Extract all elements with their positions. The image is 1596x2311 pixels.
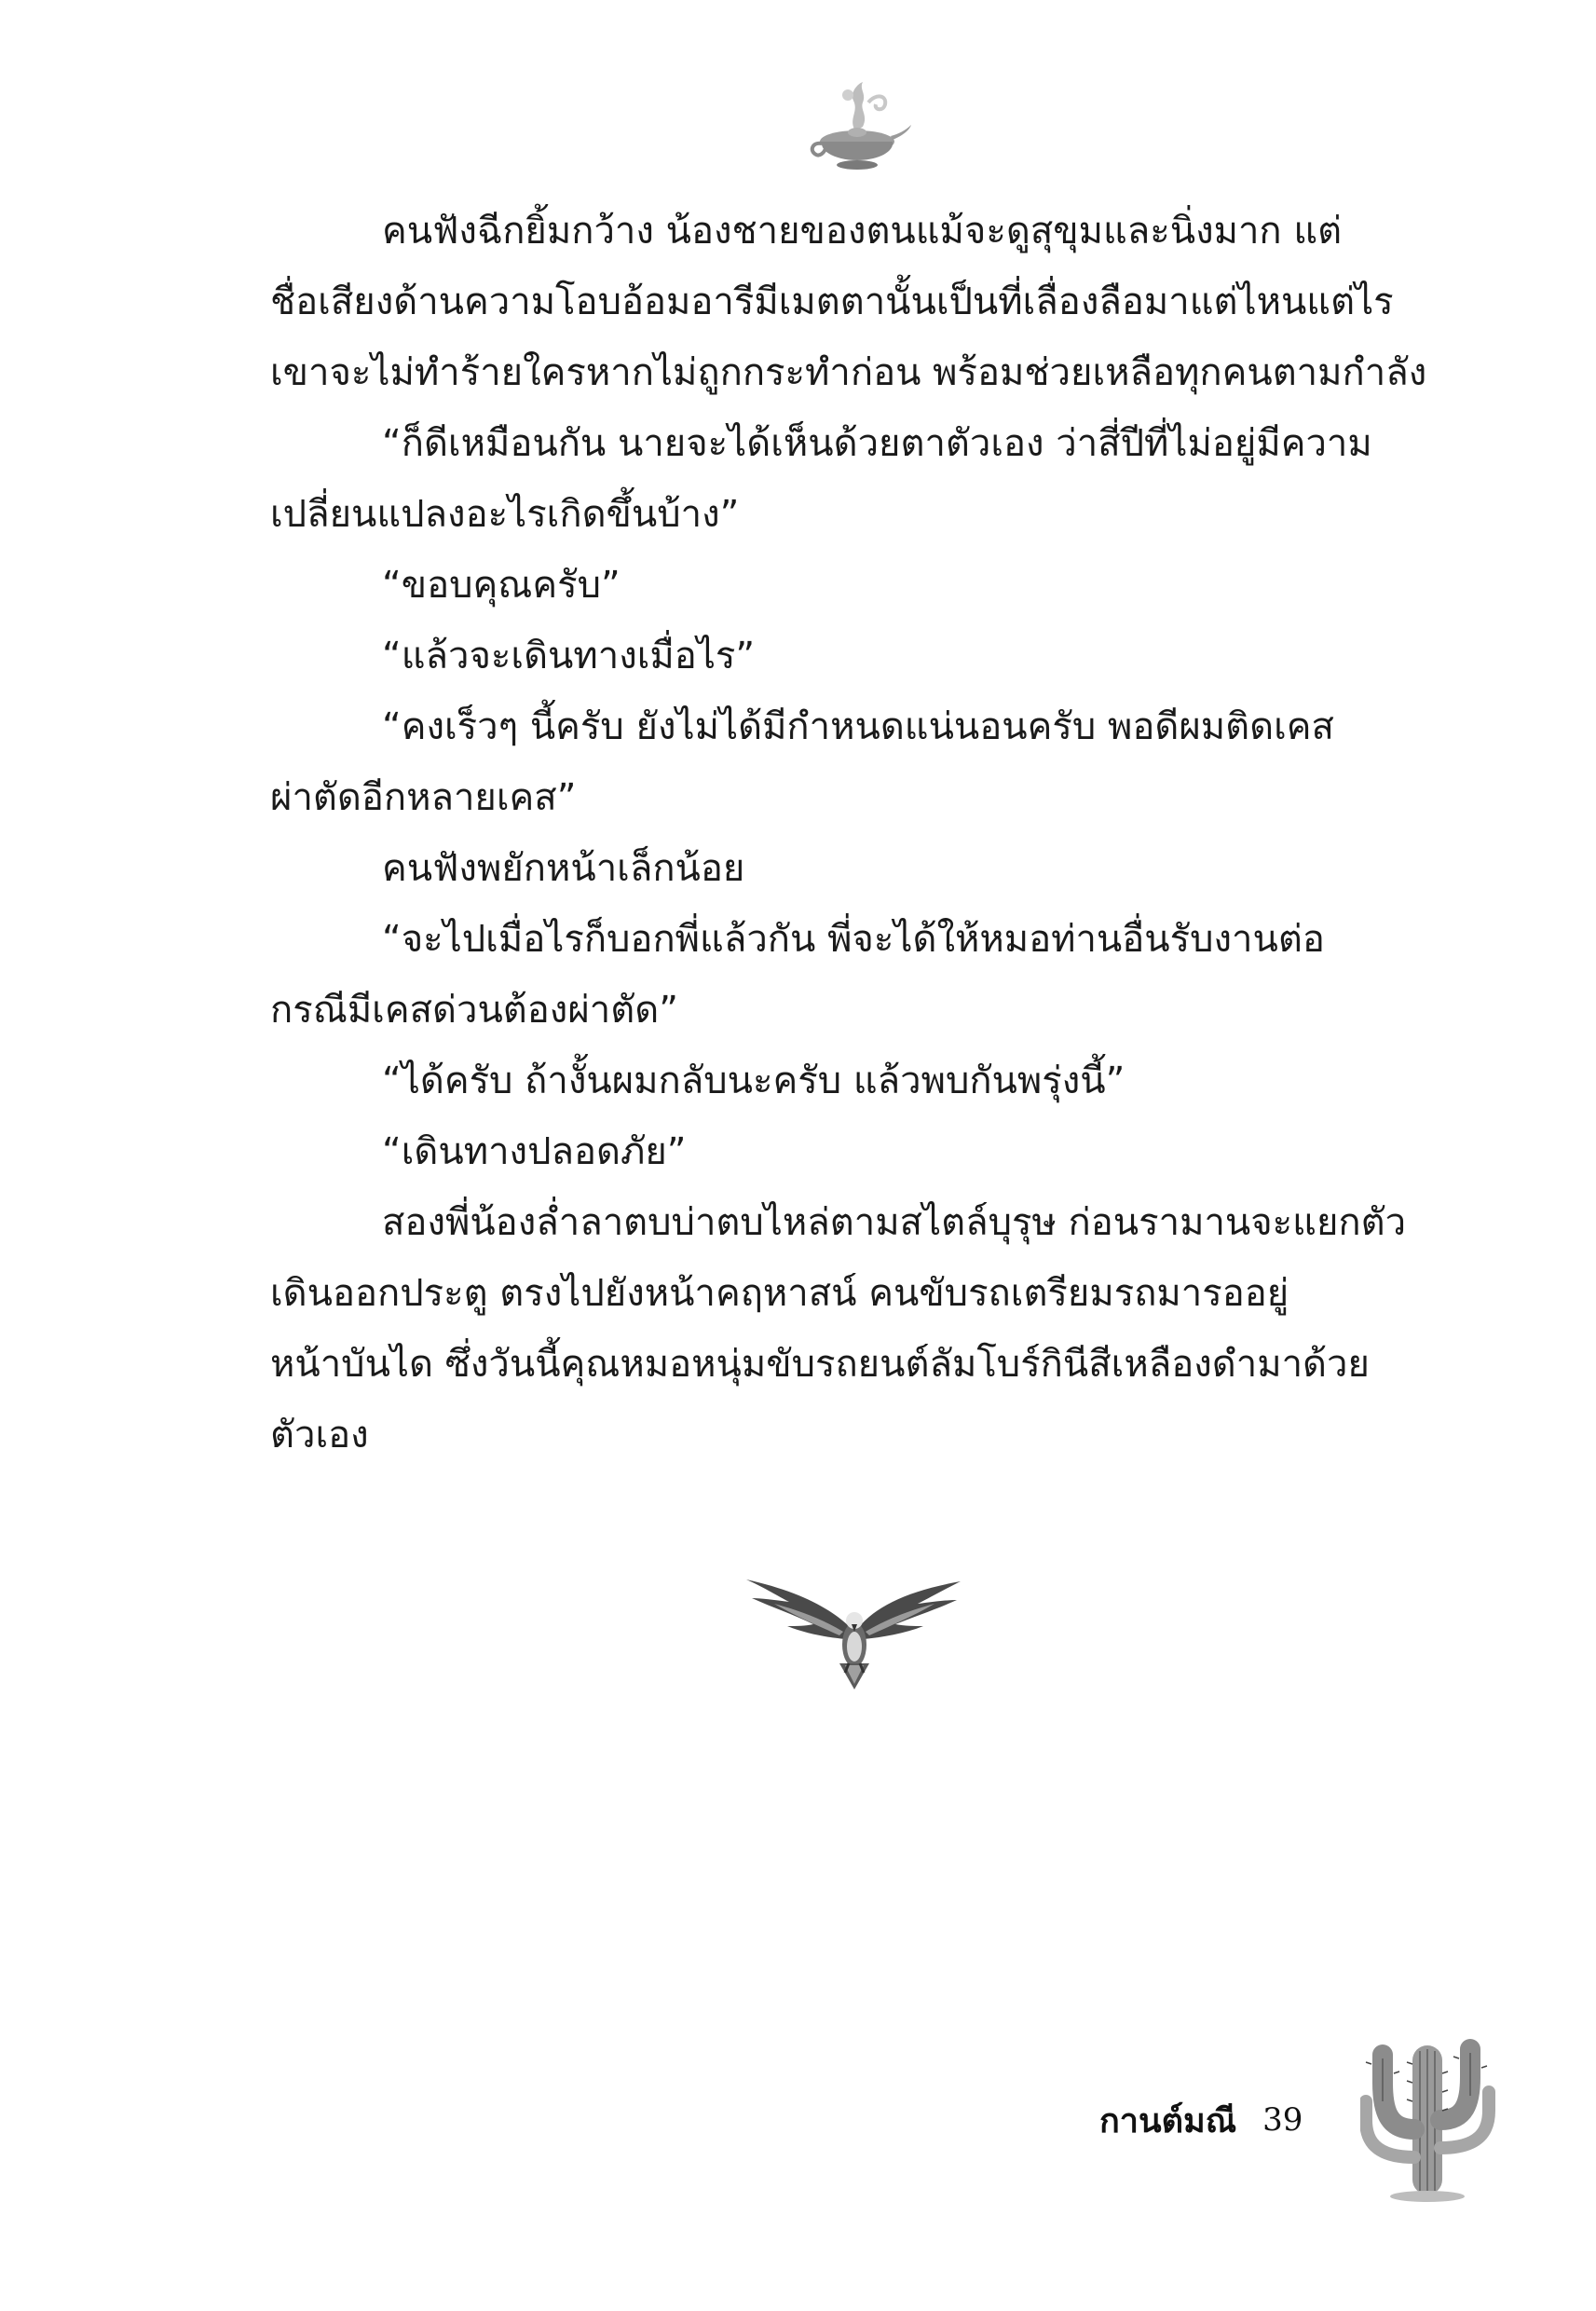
text-line: “ก็ดีเหมือนกัน นายจะได้เห็นด้วยตาตัวเอง ว่าสี่ปีที่ไม่อยู่มีความ — [382, 422, 1372, 465]
text-line: คนฟังฉีกยิ้มกว้าง น้องชายของตนแม้จะดูสุขุมและนิ่งมาก แต่ — [382, 210, 1343, 253]
paragraph — [270, 1046, 1453, 1116]
paragraph — [270, 904, 1453, 1046]
magic-lamp-icon — [801, 75, 913, 172]
text-line: “ได้ครับ ถ้างั้นผมกลับนะครับ แล้วพบกันพรุ่งนี้” — [382, 1060, 1125, 1102]
text-line: “จะไปเมื่อไรก็บอกพี่แล้วกัน พี่จะได้ให้หมอท่านอื่นรับงานต่อ — [382, 918, 1325, 961]
text-line: เดินออกประตู ตรงไปยังหน้าคฤหาสน์ คนขับรถเตรียมรถมารออยู่ — [270, 1272, 1289, 1315]
page-footer — [1099, 2087, 1303, 2153]
cactus-icon — [1360, 2017, 1495, 2204]
paragraph — [270, 1116, 1453, 1187]
paragraph — [270, 196, 1453, 408]
page-number: 39 — [1262, 2101, 1303, 2139]
text-line: “แล้วจะเดินทางเมื่อไร” — [382, 635, 756, 677]
body-text — [270, 196, 1453, 1470]
eagle-icon — [741, 1570, 964, 1691]
book-title: กานต์มณี — [1099, 2101, 1237, 2140]
paragraph — [270, 691, 1453, 833]
text-line: สองพี่น้องล่ำลาตบบ่าตบไหล่ตามสไตล์บุรุษ ก่อนรามานจะแยกตัว — [382, 1201, 1407, 1244]
text-line: เปลี่ยนแปลงอะไรเกิดขึ้นบ้าง” — [270, 493, 740, 536]
paragraph — [270, 408, 1453, 550]
text-line: “เดินทางปลอดภัย” — [382, 1130, 687, 1173]
text-line: กรณีมีเคสด่วนต้องผ่าตัด” — [270, 989, 678, 1032]
text-line: ชื่อเสียงด้านความโอบอ้อมอารีมีเมตตานั้นเป็นที่เลื่องลือมาแต่ไหนแต่ไร — [270, 280, 1394, 323]
paragraph — [270, 621, 1453, 691]
paragraph — [270, 1187, 1453, 1470]
text-line: เขาจะไม่ทำร้ายใครหากไม่ถูกกระทำก่อน พร้อมช่วยเหลือทุกคนตามกำลัง — [270, 351, 1427, 394]
paragraph — [270, 550, 1453, 621]
text-line: หน้าบันได ซึ่งวันนี้คุณหมอหนุ่มขับรถยนต์ลัมโบร์กินีสีเหลืองดำมาด้วย — [270, 1343, 1370, 1386]
text-line: “ขอบคุณครับ” — [382, 564, 621, 607]
text-line: “คงเร็วๆ นี้ครับ ยังไม่ได้มีกำหนดแน่นอนครับ พอดีผมติดเคส — [382, 705, 1334, 748]
text-line: คนฟังพยักหน้าเล็กน้อย — [382, 847, 745, 890]
text-line: ตัวเอง — [270, 1414, 369, 1456]
paragraph — [270, 833, 1453, 904]
text-line: ผ่าตัดอีกหลายเคส” — [270, 776, 577, 819]
